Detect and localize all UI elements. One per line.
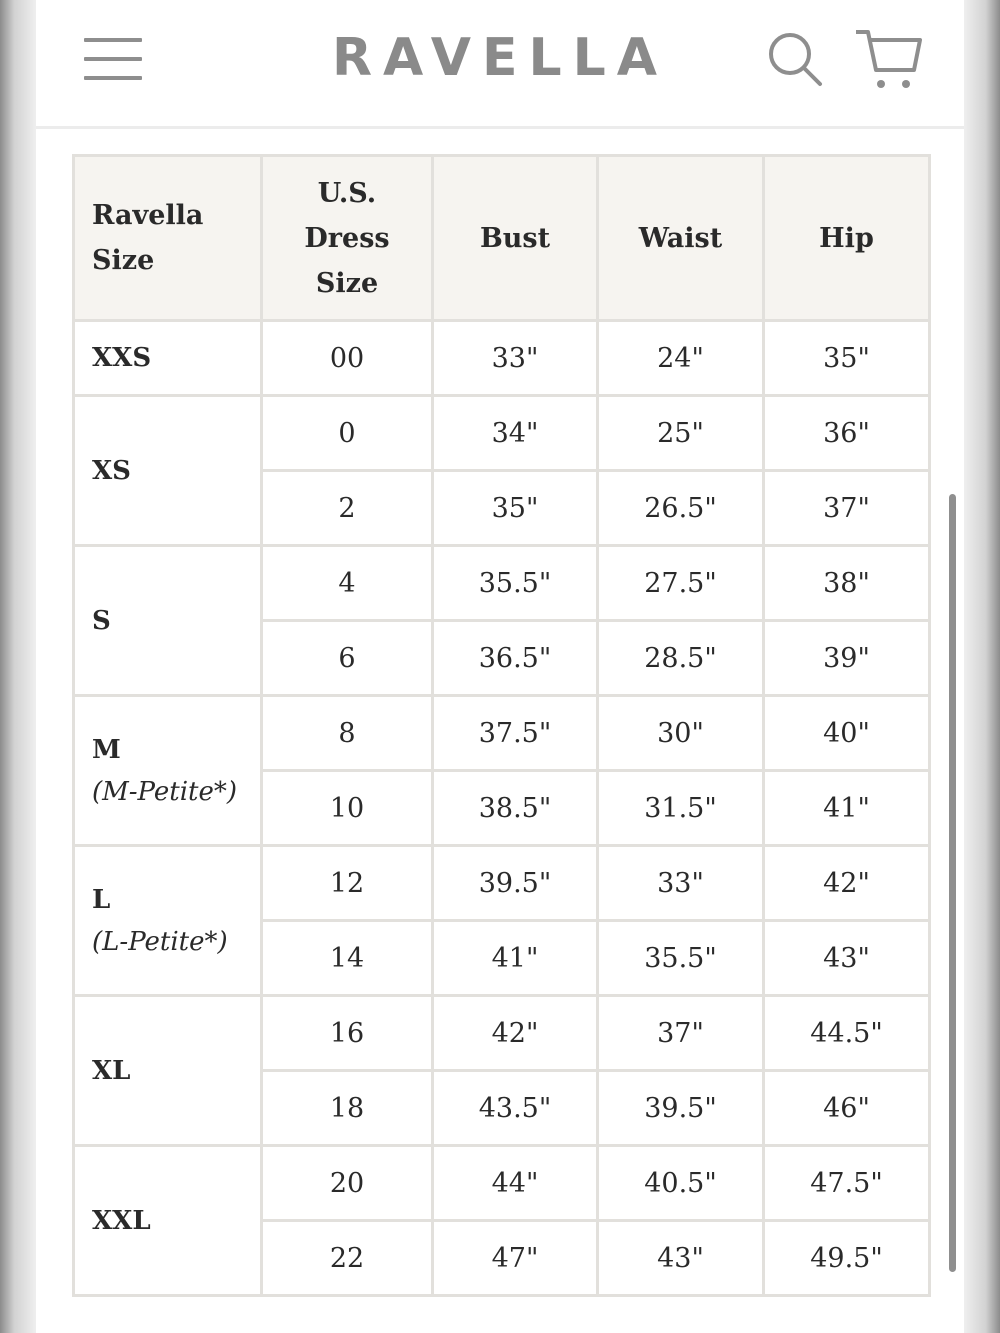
bust-cell: 44"	[433, 1146, 598, 1221]
ravella-size-cell	[74, 396, 262, 546]
hip-cell: 44.5"	[764, 996, 930, 1071]
waist-cell: 28.5"	[598, 621, 764, 696]
ravella-size-cell	[74, 996, 262, 1146]
us-dress-size-cell: 8	[262, 696, 433, 771]
ravella-size-cell	[74, 1146, 262, 1296]
table-row	[74, 396, 930, 471]
table-header-row	[74, 156, 930, 321]
bust-cell: 35"	[433, 471, 598, 546]
ravella-size-cell	[74, 846, 262, 996]
header-bust: Bust	[433, 156, 598, 321]
header-text: Ravella	[92, 200, 204, 231]
size-chart-table	[72, 154, 931, 1297]
brand-logo[interactable]: RAVELLA	[331, 28, 669, 88]
hip-cell: 37"	[764, 471, 930, 546]
header-text: Size	[92, 245, 155, 276]
us-dress-size-cell: 4	[262, 546, 433, 621]
waist-cell: 33"	[598, 846, 764, 921]
ravella-size-label: S	[92, 605, 111, 636]
table-row	[74, 696, 930, 771]
hip-cell: 43"	[764, 921, 930, 996]
table-row	[74, 546, 930, 621]
bust-cell: 42"	[433, 996, 598, 1071]
table-row	[74, 846, 930, 921]
us-dress-size-cell: 14	[262, 921, 433, 996]
shopping-cart-icon[interactable]	[854, 28, 926, 92]
us-dress-size-cell: 6	[262, 621, 433, 696]
table-row	[74, 1146, 930, 1221]
hip-cell: 35"	[764, 321, 930, 396]
hamburger-menu-icon[interactable]	[84, 36, 142, 82]
waist-cell: 37"	[598, 996, 764, 1071]
waist-cell: 30"	[598, 696, 764, 771]
header-us-dress-size	[262, 156, 433, 321]
us-dress-size-cell: 22	[262, 1221, 433, 1296]
ravella-size-cell	[74, 321, 262, 396]
size-chart	[72, 154, 931, 1297]
us-dress-size-cell: 00	[262, 321, 433, 396]
waist-cell: 26.5"	[598, 471, 764, 546]
waist-cell: 25"	[598, 396, 764, 471]
ravella-size-cell	[74, 696, 262, 846]
waist-cell: 40.5"	[598, 1146, 764, 1221]
waist-cell: 35.5"	[598, 921, 764, 996]
header-ravella-size	[74, 156, 262, 321]
petite-size-label: (M-Petite*)	[92, 776, 238, 807]
ravella-size-cell	[74, 546, 262, 696]
header-text: U.S.	[317, 177, 377, 209]
scrollbar[interactable]	[949, 494, 956, 1272]
us-dress-size-cell: 12	[262, 846, 433, 921]
left-screen-edge	[0, 0, 36, 1333]
bust-cell: 41"	[433, 921, 598, 996]
us-dress-size-cell: 16	[262, 996, 433, 1071]
bust-cell: 43.5"	[433, 1071, 598, 1146]
bust-cell: 34"	[433, 396, 598, 471]
bust-cell: 35.5"	[433, 546, 598, 621]
ravella-size-label: M	[92, 734, 121, 765]
bust-cell: 37.5"	[433, 696, 598, 771]
page	[36, 0, 964, 1333]
waist-cell: 31.5"	[598, 771, 764, 846]
table-row	[74, 996, 930, 1071]
hip-cell: 38"	[764, 546, 930, 621]
ravella-size-label: XS	[92, 455, 131, 486]
hip-cell: 40"	[764, 696, 930, 771]
right-screen-edge	[964, 0, 1000, 1333]
ravella-size-label: XXS	[92, 343, 152, 373]
bust-cell: 38.5"	[433, 771, 598, 846]
us-dress-size-cell: 10	[262, 771, 433, 846]
waist-cell: 27.5"	[598, 546, 764, 621]
ravella-size-label: XL	[92, 1055, 131, 1086]
hip-cell: 49.5"	[764, 1221, 930, 1296]
ravella-size-label: XXL	[92, 1205, 151, 1236]
table-row	[74, 321, 930, 396]
bust-cell: 36.5"	[433, 621, 598, 696]
hip-cell: 36"	[764, 396, 930, 471]
hip-cell: 42"	[764, 846, 930, 921]
header-text: Dress	[304, 222, 390, 254]
hip-cell: 46"	[764, 1071, 930, 1146]
site-header	[36, 0, 964, 129]
ravella-size-label: L	[92, 884, 111, 915]
waist-cell: 24"	[598, 321, 764, 396]
header-hip: Hip	[764, 156, 930, 321]
bust-cell: 33"	[433, 321, 598, 396]
bust-cell: 47"	[433, 1221, 598, 1296]
us-dress-size-cell: 20	[262, 1146, 433, 1221]
search-icon[interactable]	[766, 30, 824, 88]
us-dress-size-cell: 2	[262, 471, 433, 546]
petite-size-label: (L-Petite*)	[92, 926, 228, 957]
us-dress-size-cell: 18	[262, 1071, 433, 1146]
hip-cell: 47.5"	[764, 1146, 930, 1221]
us-dress-size-cell: 0	[262, 396, 433, 471]
hip-cell: 41"	[764, 771, 930, 846]
bust-cell: 39.5"	[433, 846, 598, 921]
header-waist: Waist	[598, 156, 764, 321]
header-text: Size	[315, 267, 379, 299]
waist-cell: 43"	[598, 1221, 764, 1296]
waist-cell: 39.5"	[598, 1071, 764, 1146]
hip-cell: 39"	[764, 621, 930, 696]
